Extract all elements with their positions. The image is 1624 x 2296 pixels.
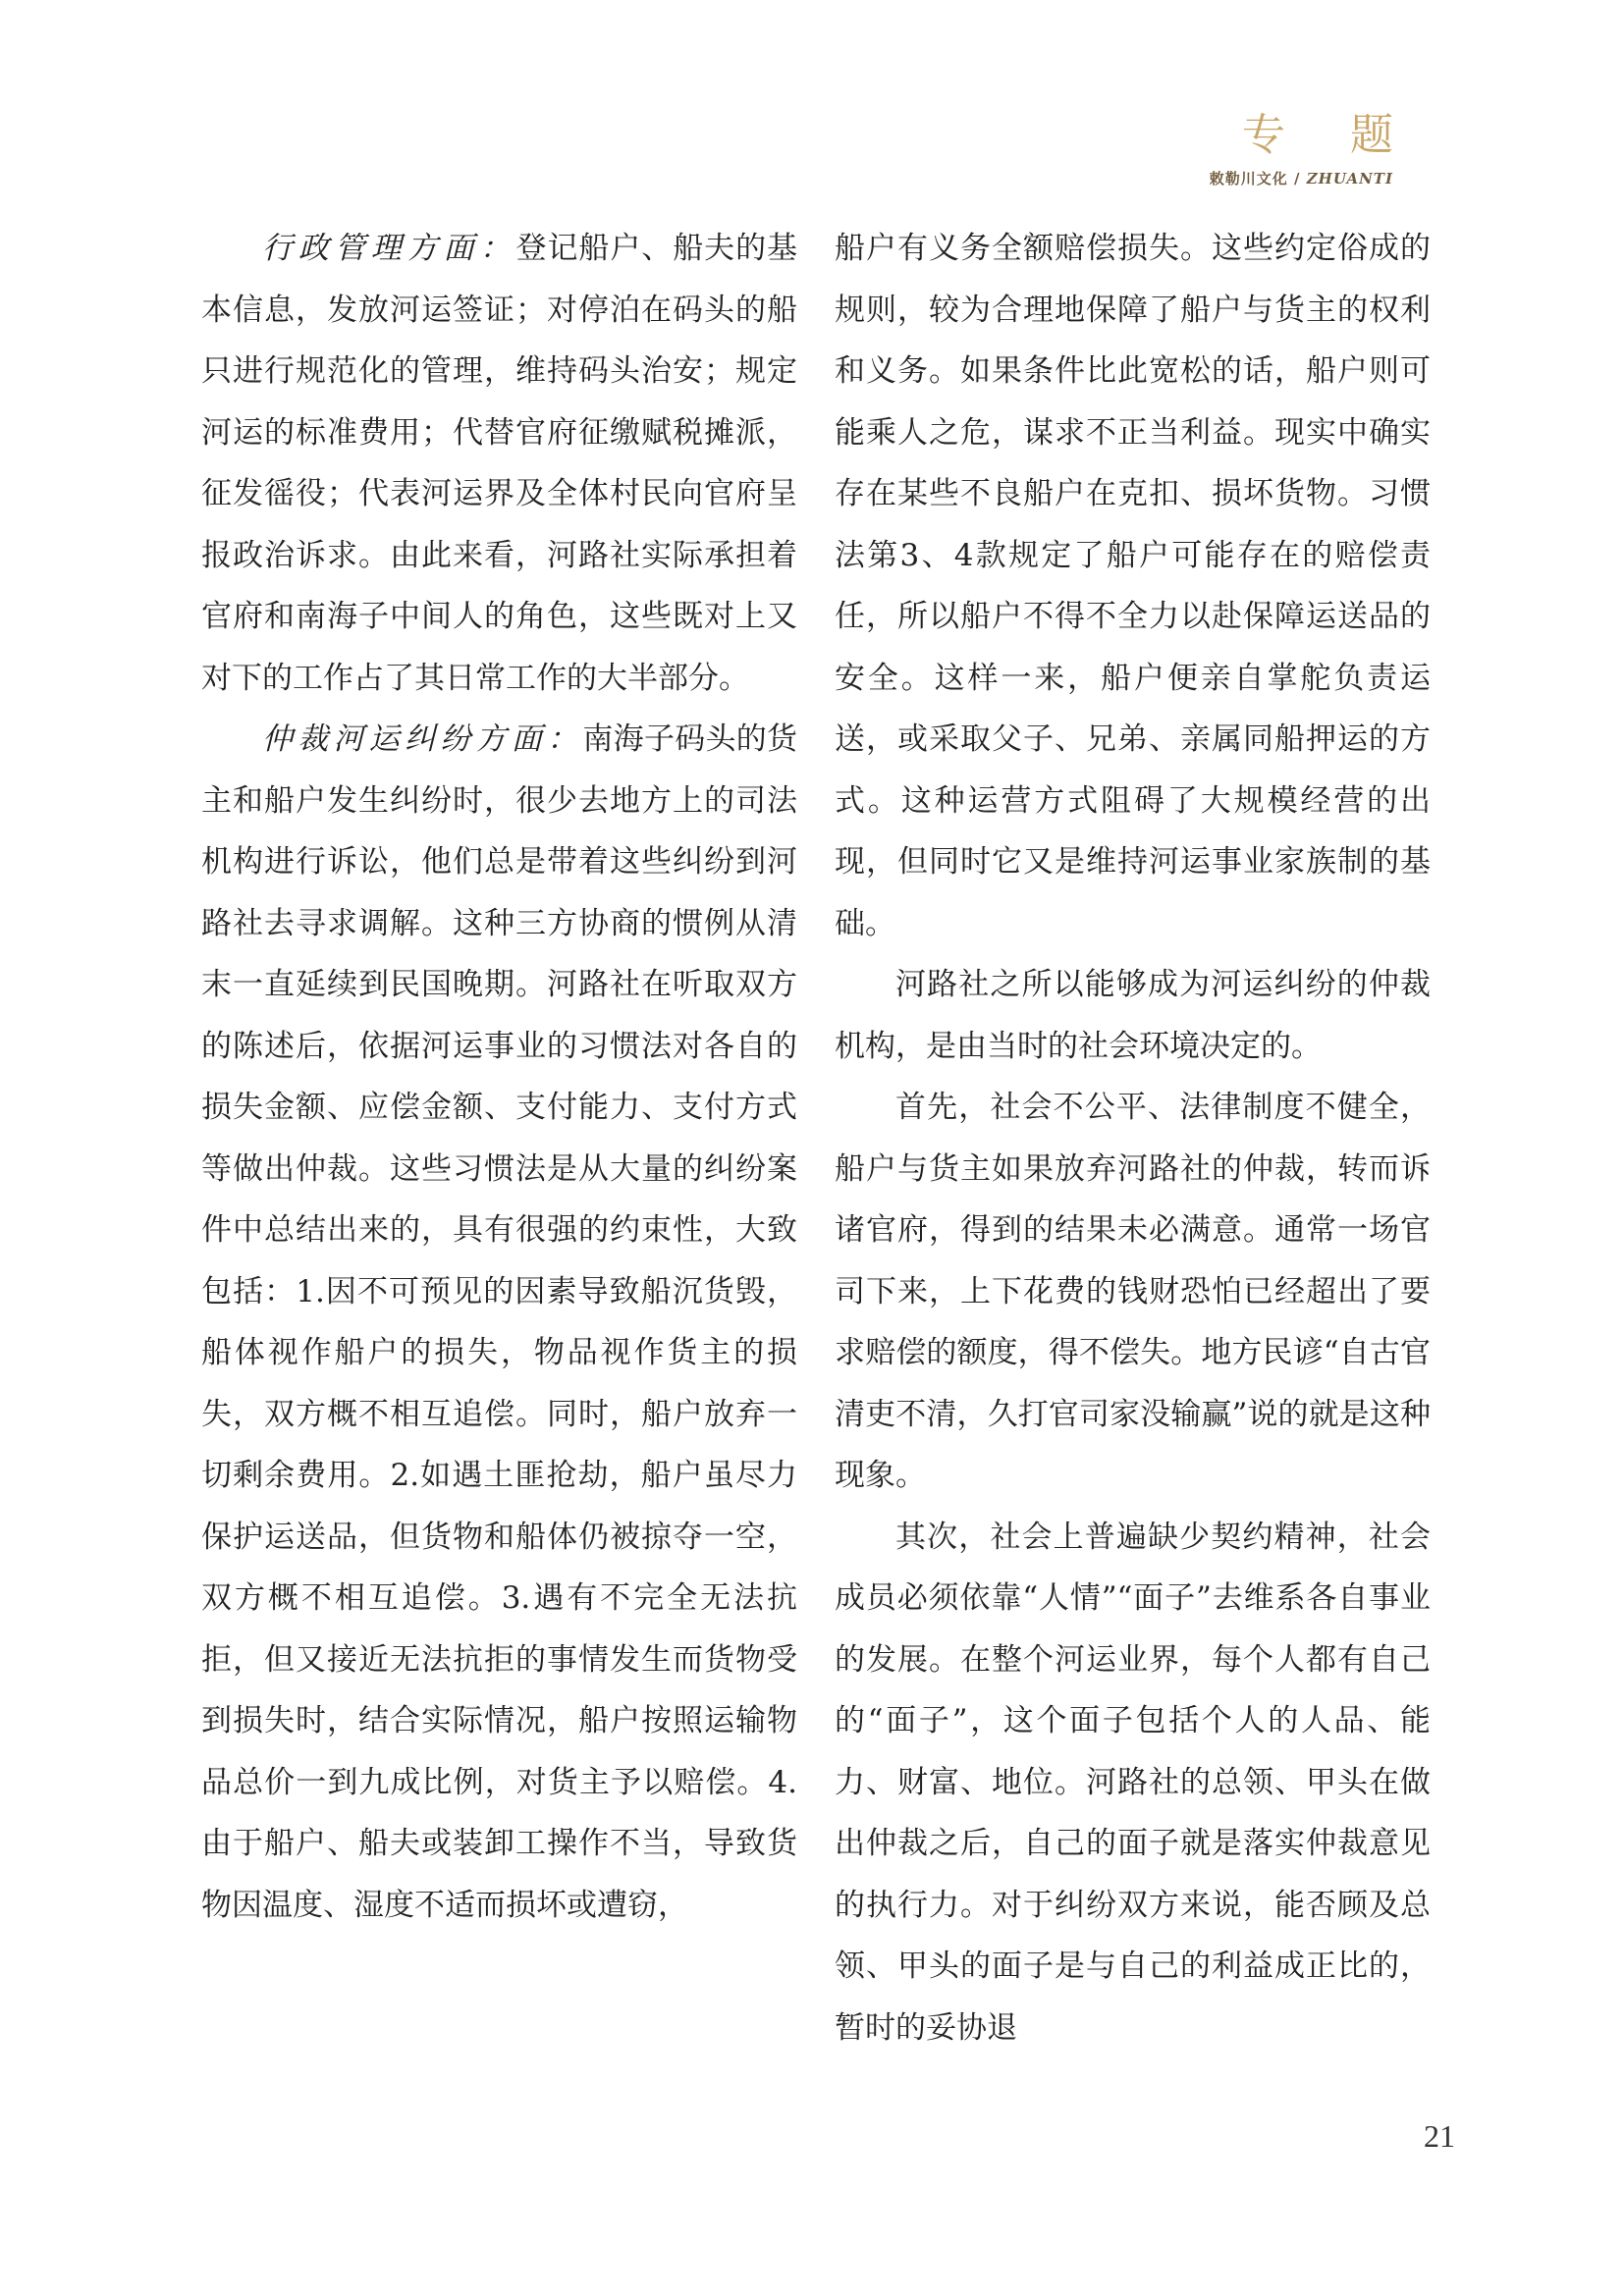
- page-header: [1209, 110, 1419, 188]
- paragraph-text: 登记船户、船夫的基本信息，发放河运签证；对停泊在码头的船只进行规范化的管理，维持码头治安；规定河运的标准费用；代替官府征缴赋税摊派，征发徭役；代表河运界及全体村民向官府呈报政治诉求。由此来看，河路社实际承担着官府和南海子中间人的角色，这些既对上又对下的工作占了其日常工作的大半部分。: [201, 231, 798, 696]
- paragraph-text: 南海子码头的货主和船户发生纠纷时，很少去地方上的司法机构进行诉讼，他们总是带着这些纠纷到河路社去寻求调解。这种三方协商的惯例从清末一直延续到民国晚期。河路社在听取双方的陈述后，依据河运事业的习惯法对各自的损失金额、应偿金额、支付能力、支付方式等做出仲裁。这些习惯法是从大量的纠纷案件中总结出来的，具有很强的约束性，大致包括：1.因不可预见的因素导致船沉货毁，船体视作船户的损失，物品视作货主的损失，双方概不相互追偿。同时，船户放弃一切剩余费用。2.如遇土匪抢劫，船户虽尽力保护运送品，但货物和船体仍被掠夺一空，双方概不相互追偿。3.遇有不完全无法抗拒，但又接近无法抗拒的事情发生而货物受到损失时，结合实际情况，船户按照运输物品总价一到九成比例，对货主予以赔偿。4.由于船户、船夫或装卸工操作不当，导致货物因温度、湿度不适而损坏或遭窃，: [201, 721, 798, 1923]
- subtitle-cn: 敕勒川文化 /: [1209, 170, 1301, 187]
- paragraph-administration: [201, 218, 797, 709]
- paragraph: 其次，社会上普遍缺少契约精神，社会成员必须依靠“人情”“面子”去维系各自事业的发展。在整个河运业界，每个人都有自己的“面子”，这个面子包括个人的人品、能力、财富、地位。河路社的总领、甲头在做出仲裁之后，自己的面子就是落实仲裁意见的执行力。对于纠纷双方来说，能否顾及总领、甲头的面子是与自己的利益成正比的，暂时的妥协退: [835, 1519, 1431, 2046]
- right-column: [835, 218, 1431, 2058]
- paragraph: 首先，社会不公平、法律制度不健全，船户与货主如果放弃河路社的仲裁，转而诉诸官府，得到的结果未必满意。通常一场官司下来，上下花费的钱财恐怕已经超出了要求赔偿的额度，得不偿失。地方民谚“自古官清吏不清，久打官司家没输赢”说的就是这种现象。: [835, 1090, 1431, 1493]
- paragraph-lead: 行政管理方面：: [262, 231, 516, 266]
- paragraph-lead: 仲裁河运纠纷方面：: [262, 721, 583, 757]
- section-title: 专 题: [1242, 110, 1419, 160]
- page-number: 21: [1424, 2118, 1455, 2154]
- subtitle-en: ZHUANTI: [1306, 170, 1393, 187]
- paragraph-continued: 船户有义务全额赔偿损失。这些约定俗成的规则，较为合理地保障了船户与货主的权利和义务。如果条件比此宽松的话，船户则可能乘人之危，谋求不正当利益。现实中确实存在某些不良船户在克扣、损坏货物。习惯法第3、4款规定了船户可能存在的赔偿责任，所以船户不得不全力以赴保障运送品的安全。这样一来，船户便亲自掌舵负责运送，或采取父子、兄弟、亲属同船押运的方式。这种运营方式阻碍了大规模经营的出现，但同时它又是维持河运事业家族制的基础。: [835, 231, 1431, 941]
- paragraph-arbitration: [201, 709, 797, 1936]
- paragraph: 河路社之所以能够成为河运纠纷的仲裁机构，是由当时的社会环境决定的。: [835, 967, 1431, 1064]
- section-subtitle: [1210, 169, 1393, 188]
- left-column: [201, 218, 797, 1936]
